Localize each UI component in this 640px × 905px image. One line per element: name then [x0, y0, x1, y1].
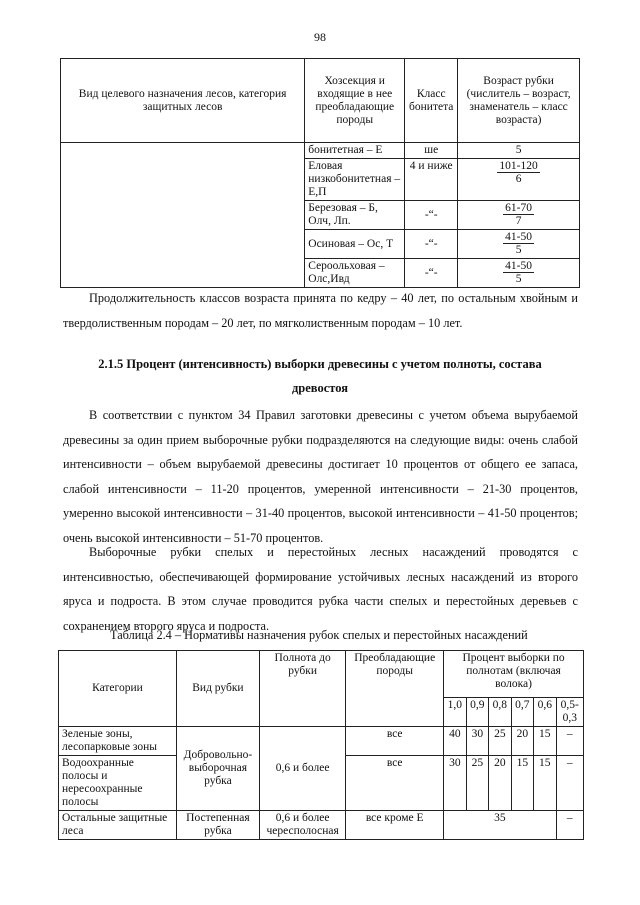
- table-caption: Таблица 2.4 – Нормативы назначения рубок спелых и перестойных насаждений: [110, 628, 528, 642]
- header-section: Хозсекция и входящие в нее преобладающие породы: [305, 59, 405, 143]
- header-class: Класс бонитета: [405, 59, 458, 143]
- value-cell: 25: [489, 727, 511, 756]
- species-cell: все: [346, 756, 444, 811]
- header-category: Категории: [59, 651, 177, 727]
- species-cell: бонитетная – Е: [305, 143, 405, 159]
- value-cell: 15: [534, 756, 556, 811]
- value-cell: –: [556, 756, 583, 811]
- class-cell: -“-: [405, 230, 458, 259]
- page-number: 98: [314, 30, 326, 44]
- density-header: 0,9: [466, 698, 488, 727]
- header-density: Полнота до рубки: [259, 651, 345, 727]
- age-cell: $\frac{61-70}{7}$: [458, 201, 580, 230]
- section-heading: 2.1.5 Процент (интенсивность) выборки древесины с учетом полноты, состава древостоя: [98, 357, 542, 395]
- category-cell: Зеленые зоны, лесопарковые зоны: [59, 727, 177, 756]
- class-cell: ше: [405, 143, 458, 159]
- class-cell: -“-: [405, 201, 458, 230]
- value-cell: –: [556, 811, 583, 840]
- density-header: 0,6: [534, 698, 556, 727]
- header-species: Преобладающие породы: [346, 651, 444, 727]
- empty-cell: [61, 143, 305, 288]
- header-age: Возраст рубки (числитель – возраст, знаменатель – класс возраста): [458, 59, 580, 143]
- density-header: 0,8: [489, 698, 511, 727]
- type-cell: Постепенная рубка: [176, 811, 259, 840]
- density-cell: 0,6 и более чересполосная: [259, 811, 345, 840]
- paragraph-intensity: В соответствии с пунктом 34 Правил заготовки древесины с учетом объема вырубаемой древесины за один прием выборочные рубки подразделяются на следующие виды: очень слабой интенсивности – объем вырубаемой древесины достигает 10 процентов от общего ее запаса, слабой интенсивности – 11-20 процентов, умеренной интенсивности – 21-30 процентов, умеренно высокой интенсивности – 31-40 процентов, высокой интенсивности – 41-50 процентов; очень высокой интенсивности – 51-70 процентов.: [63, 408, 578, 545]
- species-cell: Березовая – Б, Олч, Лп.: [305, 201, 405, 230]
- value-cell: –: [556, 727, 583, 756]
- value-cell: 30: [444, 756, 466, 811]
- density-header: 0,5-0,3: [556, 698, 583, 727]
- age-cell: 5: [458, 143, 580, 159]
- header-percent: Процент выборки по полнотам (включая волока): [444, 651, 584, 698]
- age-cell: $\frac{101-120}{6}$: [458, 159, 580, 201]
- density-header: 0,7: [511, 698, 533, 727]
- category-cell: Водоохранные полосы и нересоохранные полосы: [59, 756, 177, 811]
- density-header: 1,0: [444, 698, 466, 727]
- value-cell: 15: [534, 727, 556, 756]
- species-cell: Осиновая – Ос, Т: [305, 230, 405, 259]
- density-cell: 0,6 и более: [259, 727, 345, 811]
- age-cell: $\frac{41-50}{5}$: [458, 259, 580, 288]
- species-cell: Еловая низкобонитетная – Е,П: [305, 159, 405, 201]
- value-cell: 40: [444, 727, 466, 756]
- age-cell: $\frac{41-50}{5}$: [458, 230, 580, 259]
- value-cell: 20: [511, 727, 533, 756]
- species-cell: все: [346, 727, 444, 756]
- value-cell: 25: [466, 756, 488, 811]
- merged-value-cell: 35: [444, 811, 556, 840]
- paragraph-selective: Выборочные рубки спелых и перестойных лесных насаждений проводятся с интенсивностью, обеспечивающей формирование устойчивых лесных насаждений из второго яруса и подроста. В этом случае проводится рубка части спелых и перестойных деревьев с сохранением второго яруса и подроста.: [63, 545, 578, 633]
- class-cell: 4 и ниже: [405, 159, 458, 201]
- header-purpose: Вид целевого назначения лесов, категория защитных лесов: [61, 59, 305, 143]
- species-cell: Сероольховая – Олс,Ивд: [305, 259, 405, 288]
- table-norms: [58, 650, 584, 840]
- species-cell: все кроме Е: [346, 811, 444, 840]
- value-cell: 20: [489, 756, 511, 811]
- table-cutting-age: [60, 58, 580, 288]
- class-cell: -“-: [405, 259, 458, 288]
- paragraph-age-classes: Продолжительность классов возраста принята по кедру – 40 лет, по остальным хвойным и твердолиственным породам – 20 лет, по мягколиственным породам – 10 лет.: [63, 291, 578, 330]
- value-cell: 30: [466, 727, 488, 756]
- category-cell: Остальные защитные леса: [59, 811, 177, 840]
- header-type: Вид рубки: [176, 651, 259, 727]
- value-cell: 15: [511, 756, 533, 811]
- type-cell: Добровольно-выборочная рубка: [176, 727, 259, 811]
